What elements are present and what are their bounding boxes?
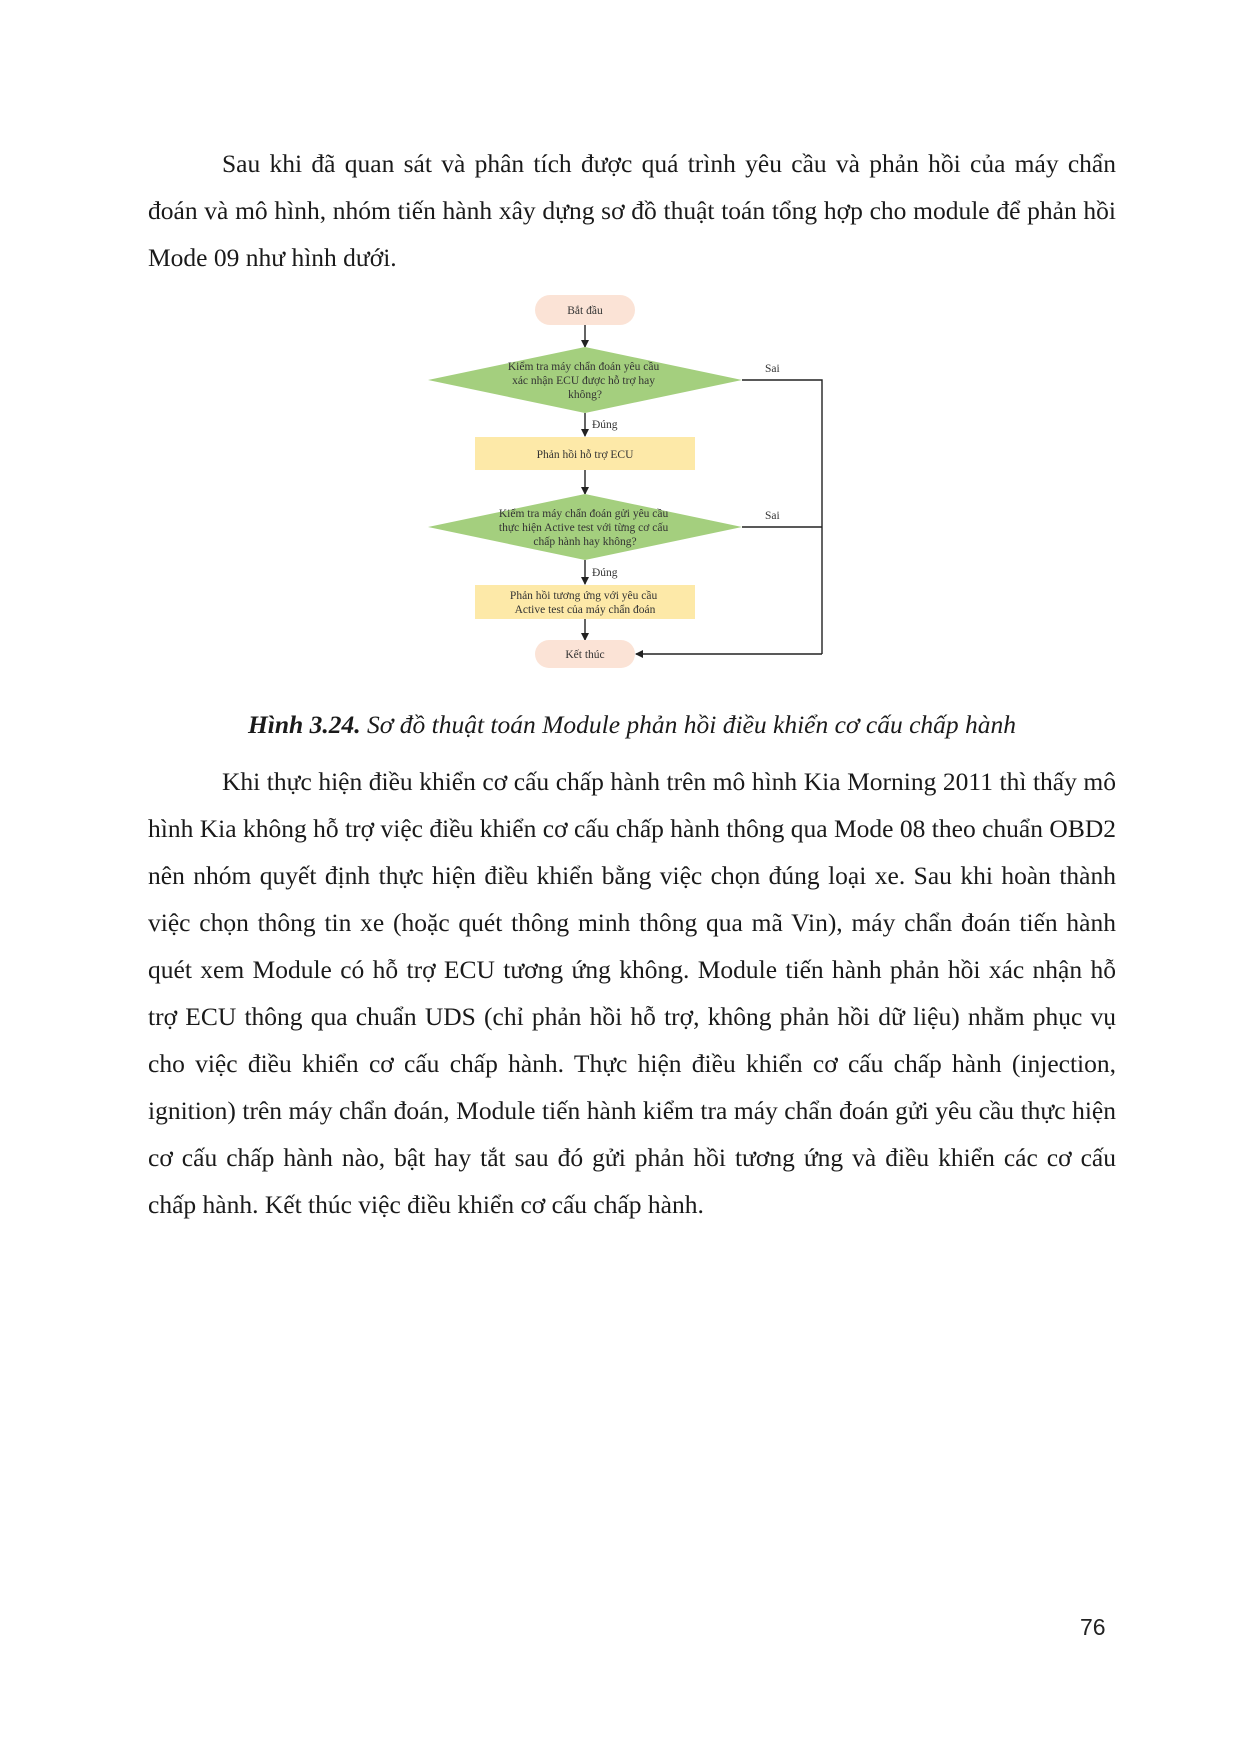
decision-1-line-2: xác nhận ECU được hỗ trợ hay <box>512 375 656 387</box>
start-label: Bắt đầu <box>567 305 603 317</box>
page-number: 76 <box>1080 1614 1106 1640</box>
end-label: Kết thúc <box>565 649 605 661</box>
no-label-1: Sai <box>765 363 780 375</box>
decision-2-line-2: thực hiện Active test với từng cơ cấu <box>498 522 669 534</box>
flowchart-figure <box>420 290 840 682</box>
figure-number: Hình 3.24. <box>247 710 361 739</box>
paragraph-body: Khi thực hiện điều khiển cơ cấu chấp hành trên mô hình Kia Morning 2011 thì thấy mô hình Kia không hỗ trợ việc điều khiển cơ cấu chấp hành thông qua Mode 08 theo chuẩn OBD2 nên nhóm quyết định thực hiện điều khiển bằng việc chọn đúng loại xe. Sau khi hoàn thành việc chọn thông tin xe (hoặc quét thông minh thông qua mã Vin), máy chẩn đoán tiến hành quét xem Module có hỗ trợ ECU tương ứng không. Module tiến hành phản hồi xác nhận hỗ trợ ECU thông qua chuẩn UDS (chỉ phản hồi hỗ trợ, không phản hồi dữ liệu) nhằm phục vụ cho việc điều khiển cơ cấu chấp hành. Thực hiện điều khiển cơ cấu chấp hành (injection, ignition) trên máy chẩn đoán, Module tiến hành kiểm tra máy chẩn đoán gửi yêu cầu thực hiện cơ cấu chấp hành nào, bật hay tắt sau đó gửi phản hồi tương ứng và điều khiển các cơ cấu chấp hành. Kết thúc việc điều khiển cơ cấu chấp hành. <box>148 767 1116 1219</box>
paragraph-intro: Sau khi đã quan sát và phân tích được quá trình yêu cầu và phản hồi của máy chẩn đoán và mô hình, nhóm tiến hành xây dựng sơ đồ thuật toán tổng hợp cho module để phản hồi Mode 09 như hình dưới. <box>148 149 1116 272</box>
yes-label-1: Đúng <box>592 419 618 431</box>
no-label-2: Sai <box>765 510 780 522</box>
decision-2-line-3: chấp hành hay không? <box>533 536 637 548</box>
figure-caption <box>148 710 1116 740</box>
process-1-label: Phản hồi hỗ trợ ECU <box>536 449 634 461</box>
figure-caption-text: Sơ đồ thuật toán Module phản hồi điều khiển cơ cấu chấp hành <box>360 710 1017 739</box>
decision-2-line-1: Kiểm tra máy chẩn đoán gửi yêu cầu <box>498 508 669 520</box>
decision-1-line-1: Kiểm tra máy chẩn đoán yêu cầu <box>507 361 660 373</box>
yes-label-2: Đúng <box>592 567 618 579</box>
process-2-line-1: Phản hồi tương ứng với yêu cầu <box>509 590 658 602</box>
process-2-line-2: Active test của máy chẩn đoán <box>514 604 656 616</box>
no-branch-line-1 <box>742 380 822 654</box>
decision-1-line-3: không? <box>568 389 602 401</box>
